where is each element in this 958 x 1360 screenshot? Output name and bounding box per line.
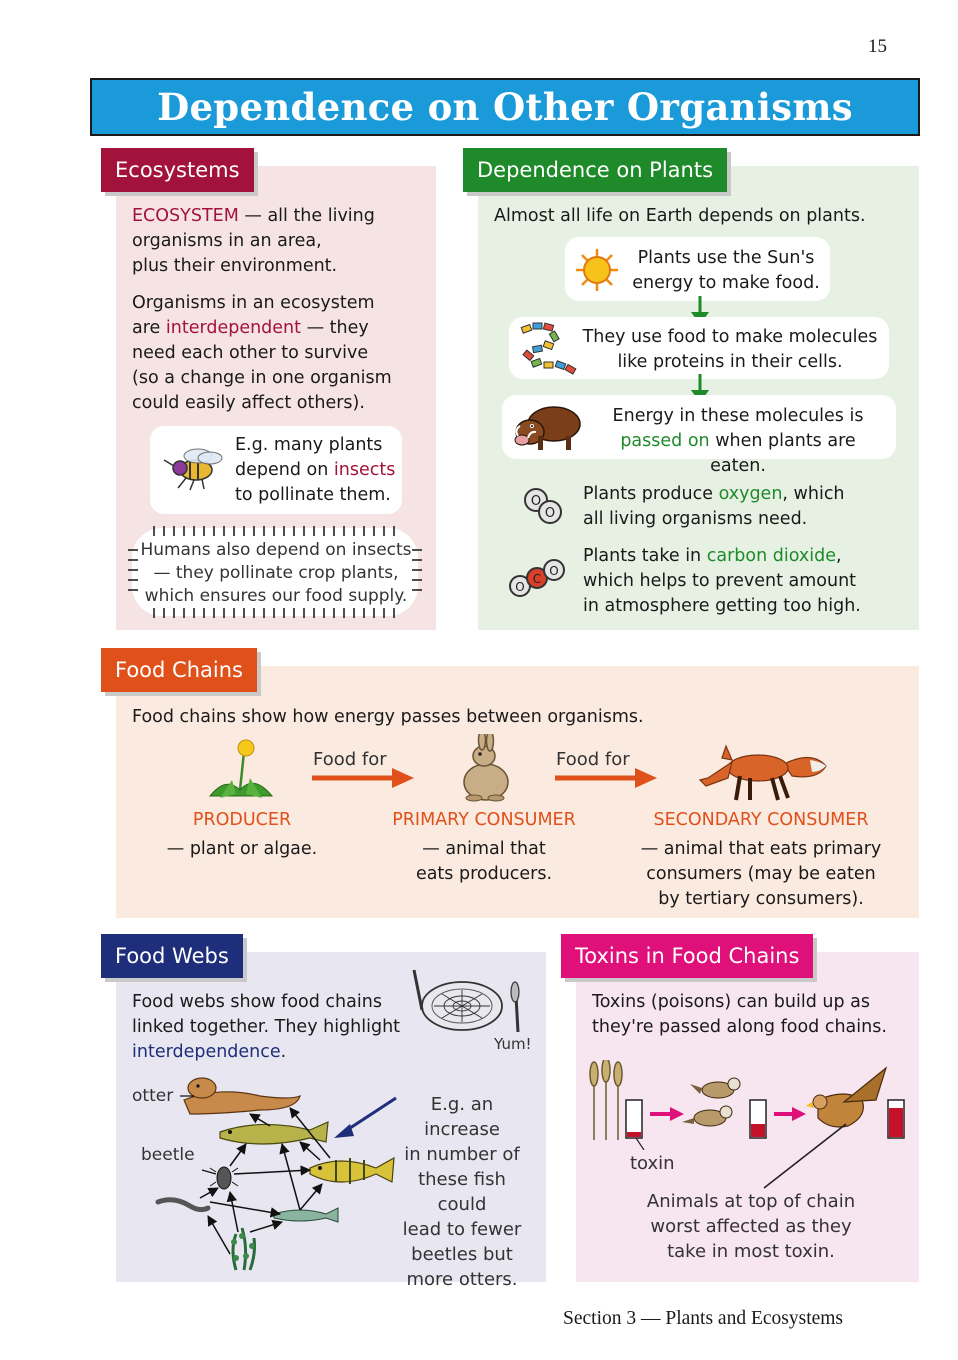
step3-line-1: Energy in these molecules is: [612, 406, 864, 426]
producer-label: PRODUCER: [192, 810, 292, 830]
bee-icon: [158, 444, 228, 494]
p2-line-1: Organisms in an ecosystem: [132, 293, 375, 313]
oxygen-text: [583, 482, 845, 532]
dandelion-icon: [206, 738, 276, 800]
arrow-right-icon: [553, 766, 659, 790]
worm-icon: [158, 1200, 208, 1210]
primary-consumer-label: PRIMARY CONSUMER: [392, 810, 576, 830]
beetle-label: beetle: [141, 1145, 195, 1165]
sun-icon: [572, 247, 622, 293]
otter-label: otter: [132, 1086, 174, 1106]
ecosystem-term: ECOSYSTEM: [132, 206, 239, 226]
producer-desc: — plant or algae.: [166, 839, 318, 859]
perch-fish-icon: [310, 1158, 394, 1184]
food-webs-heading: Food Webs: [101, 934, 243, 978]
toxin-chain-diagram: [586, 1060, 912, 1150]
web-plate-icon: [404, 966, 530, 1038]
food-chains-intro: Food chains show how energy passes between organisms.: [132, 707, 644, 727]
co2-line-2: which helps to prevent amount: [583, 571, 857, 591]
co2-post: ,: [835, 546, 842, 566]
page-title: Dependence on Other Organisms: [157, 85, 853, 129]
o-letter: O: [530, 494, 542, 509]
def-line-3: plus their environment.: [132, 256, 338, 276]
title-bar: [90, 78, 920, 136]
boar-icon: [510, 398, 586, 456]
insect-example-text: [235, 433, 395, 508]
food-chains-heading: Food Chains: [101, 648, 257, 692]
webs-post: .: [280, 1042, 287, 1062]
p2-line-5: could easily affect others).: [132, 393, 365, 413]
yum-label: Yum!: [494, 1035, 532, 1053]
p2-pre: are: [132, 318, 166, 338]
co2-molecule-icon: [506, 556, 572, 602]
food-webs-text: [132, 990, 400, 1065]
footer-section-label: Section 3 — Plants and Ecosystems: [563, 1308, 844, 1329]
beetle-icon: [210, 1167, 238, 1189]
toxin-level-meter-low: [626, 1100, 642, 1138]
fox-icon: [692, 736, 828, 804]
toxin-level-meter-high: [888, 1100, 904, 1138]
arrow-right-icon: [650, 1107, 684, 1121]
co2-text: [583, 544, 861, 619]
ecosystems-heading: Ecosystems: [101, 148, 254, 192]
note-line-3: which ensures our food supply.: [144, 586, 408, 606]
otter-icon: [184, 1078, 300, 1114]
arrow-right-icon: [774, 1107, 806, 1121]
webs-eg-1: E.g. an increase: [424, 1094, 500, 1140]
p2-line-3: need each other to survive: [132, 343, 369, 363]
page-number: 15: [868, 36, 887, 57]
oxygen-term: oxygen: [718, 484, 783, 504]
def-line-1: — all the living: [238, 206, 375, 226]
c-letter: C: [532, 572, 542, 586]
step2-line-2: like proteins in their cells.: [617, 352, 843, 372]
toxins-line-1: Toxins (poisons) can build up as: [592, 992, 871, 1012]
step1-text: [630, 246, 822, 296]
step2-line-1: They use food to make molecules: [582, 327, 878, 347]
food-for-label-1: Food for: [313, 749, 387, 770]
eg-line-1: E.g. many plants: [235, 435, 383, 455]
sparrow-icon: [682, 1078, 740, 1126]
secondary-line-2: consumers (may be eaten: [646, 864, 876, 884]
pike-fish-icon: [220, 1122, 328, 1144]
minnow-fish-icon: [274, 1208, 338, 1222]
secondary-consumer-desc: [632, 837, 890, 912]
pointer-line: [760, 1120, 850, 1192]
hawk-icon: [806, 1068, 886, 1127]
webs-eg-4: lead to fewer: [402, 1219, 522, 1240]
food-for-label-2: Food for: [556, 749, 630, 770]
def-line-2: organisms in an area,: [132, 231, 322, 251]
o-letter: O: [515, 580, 525, 594]
webs-example-note: [392, 1092, 532, 1292]
webs-eg-2: in number of: [404, 1144, 520, 1165]
eg-pre: depend on: [235, 460, 334, 480]
passed-on-term: passed on: [620, 431, 710, 451]
webs-eg-5: beetles but: [411, 1244, 513, 1265]
toxin-label: toxin: [630, 1153, 675, 1174]
o-letter: O: [544, 506, 556, 521]
toxins-note: [630, 1189, 872, 1264]
note-line-1: Humans also depend on insects: [140, 540, 412, 560]
interdependent-paragraph: [132, 291, 392, 416]
waterweed-icon: [231, 1228, 255, 1270]
note-line-2: — they pollinate crop plants,: [153, 563, 399, 583]
rabbit-icon: [450, 734, 520, 804]
webs-eg-6: more otters.: [406, 1269, 518, 1290]
primary-line-2: eats producers.: [415, 864, 553, 884]
insects-term: insects: [333, 460, 396, 480]
oxy-pre: Plants produce: [583, 484, 719, 504]
co2-pre: Plants take in: [583, 546, 707, 566]
step1-line-1: Plants use the Sun's: [637, 248, 815, 268]
step1-line-2: energy to make food.: [632, 273, 820, 293]
protein-chain-icon: [516, 320, 580, 376]
oxygen-molecule-icon: [520, 484, 570, 528]
toxins-heading: Toxins in Food Chains: [561, 934, 813, 978]
secondary-line-3: by tertiary consumers).: [658, 889, 864, 909]
toxins-note-3: take in most toxin.: [667, 1241, 835, 1262]
webs-line-1: Food webs show food chains: [132, 992, 382, 1012]
toxins-note-2: worst affected as they: [650, 1216, 852, 1237]
interdependent-term: interdependent: [165, 318, 302, 338]
p2-post: — they: [301, 318, 369, 338]
oxy-post: , which: [782, 484, 845, 504]
toxins-note-1: Animals at top of chain: [646, 1191, 856, 1212]
primary-consumer-desc: [374, 837, 594, 887]
secondary-line-1: — animal that eats primary: [640, 839, 882, 859]
arrow-right-icon: [310, 766, 416, 790]
plants-intro: Almost all life on Earth depends on plants.: [494, 206, 866, 226]
webs-line-2: linked together. They highlight: [132, 1017, 401, 1037]
wheat-icon: [590, 1060, 622, 1140]
pointer-arrow-icon: [330, 1094, 400, 1140]
primary-line-1: — animal that: [422, 839, 546, 859]
step2-text: [580, 325, 880, 375]
carbon-dioxide-term: carbon dioxide: [706, 546, 836, 566]
step3-post: when plants are eaten.: [709, 431, 856, 476]
humans-note: [136, 539, 416, 608]
co2-line-3: in atmosphere getting too high.: [583, 596, 861, 616]
toxins-line-2: they're passed along food chains.: [592, 1017, 887, 1037]
eg-line-3: to pollinate them.: [235, 485, 391, 505]
plants-heading: Dependence on Plants: [463, 148, 727, 192]
oxy-line-2: all living organisms need.: [583, 509, 808, 529]
webs-eg-3: these fish could: [418, 1169, 506, 1215]
o-letter: O: [549, 564, 559, 578]
step3-text: [590, 404, 886, 479]
toxins-text: [592, 990, 887, 1040]
ecosystem-definition: [132, 204, 375, 279]
interdependence-term: interdependence: [132, 1042, 281, 1062]
p2-line-4: (so a change in one organism: [132, 368, 392, 388]
secondary-consumer-label: SECONDARY CONSUMER: [653, 810, 869, 830]
